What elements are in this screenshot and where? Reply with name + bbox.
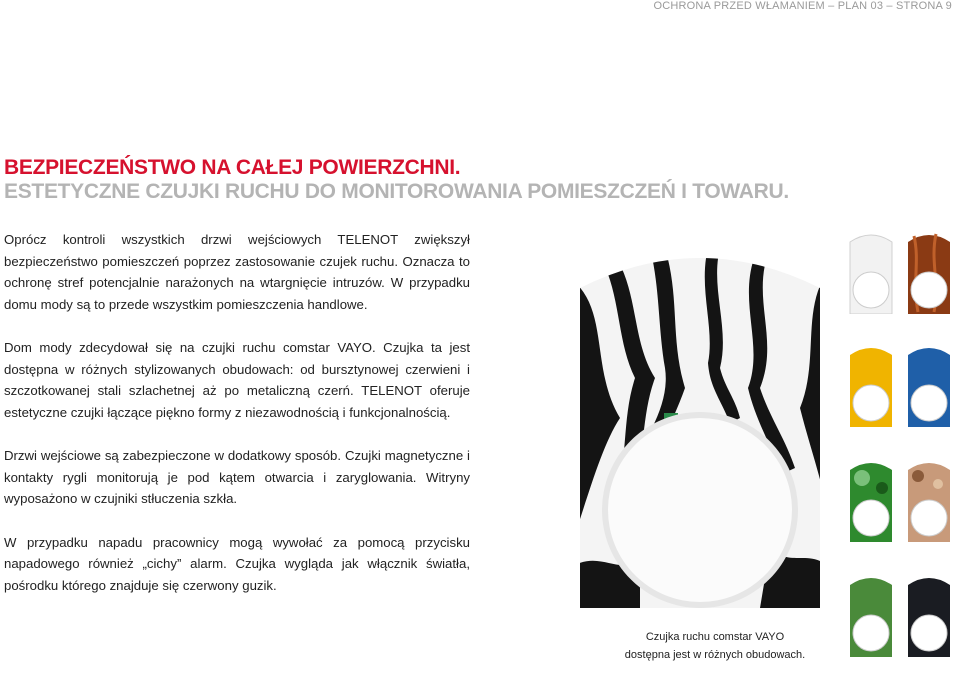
paragraph-2: Dom mody zdecydował się na czujki ruchu comstar VAYO. Czujka ta jest dostępna w różnych stylizowanych obudowach: od bursztynowej czerwieni i szczotkowanej stali szlachetnej aż po metaliczną czerń. TELENOT oferuje estetyczne czujki łączące piękno formy z niezawodnością i funkcjonalnością. [4, 340, 470, 420]
paragraph-4: W przypadku napadu pracownicy mogą wywołać za pomocą przycisku napadowego również „cichy” alarm. Czujka wygląda jak włącznik światła, pośrodku którego znajduje się czerwony guzik. [4, 534, 470, 593]
image-caption [540, 628, 890, 664]
amber-wood-detector-thumbnail [906, 232, 952, 314]
blue-detector-thumbnail [906, 345, 952, 427]
title-line-2: ESTETYCZNE CZUJKI RUCHU DO MONITOROWANIA POMIESZCZEŃ I TOWARU. [4, 180, 789, 203]
page-title [4, 156, 954, 204]
black-detector-thumbnail [906, 575, 952, 657]
stone-detector-thumbnail [906, 460, 952, 542]
paragraph-3: Drzwi wejściowe są zabezpieczone w dodatkowy sposób. Czujki magnetyczne i kontakty rygli monitorują je pod kątem otwarcia i zaryglowania. Witryny wyposażono w czujniki stłuczenia szkła. [4, 448, 470, 506]
body-text [4, 229, 470, 618]
title-line-1: BEZPIECZEŃSTWO NA CAŁEJ POWIERZCHNI. [4, 156, 461, 179]
zebra-motion-detector-image [570, 248, 830, 608]
yellow-detector-thumbnail [848, 345, 894, 427]
caption-line-1: Czujka ruchu comstar VAYO [645, 631, 785, 643]
paragraph-1: Oprócz kontroli wszystkich drzwi wejściowych TELENOT zwiększył bezpieczeństwo pomieszczeń poprzez zastosowanie czujek ruchu. Oznacza to ochronę stref potencjalnie narażonych na wtargnięcie intruzów. W przypadku domu mody są to przede wszystkim pomieszczenia handlowe. [4, 232, 470, 312]
white-detector-thumbnail [848, 232, 894, 314]
caption-line-2: dostępna jest w różnych obudowach. [624, 649, 806, 661]
green-marble-detector-thumbnail [848, 460, 894, 542]
page-header: OCHRONA PRZED WŁAMANIEM – PLAN 03 – STRONA 9 [653, 0, 952, 12]
